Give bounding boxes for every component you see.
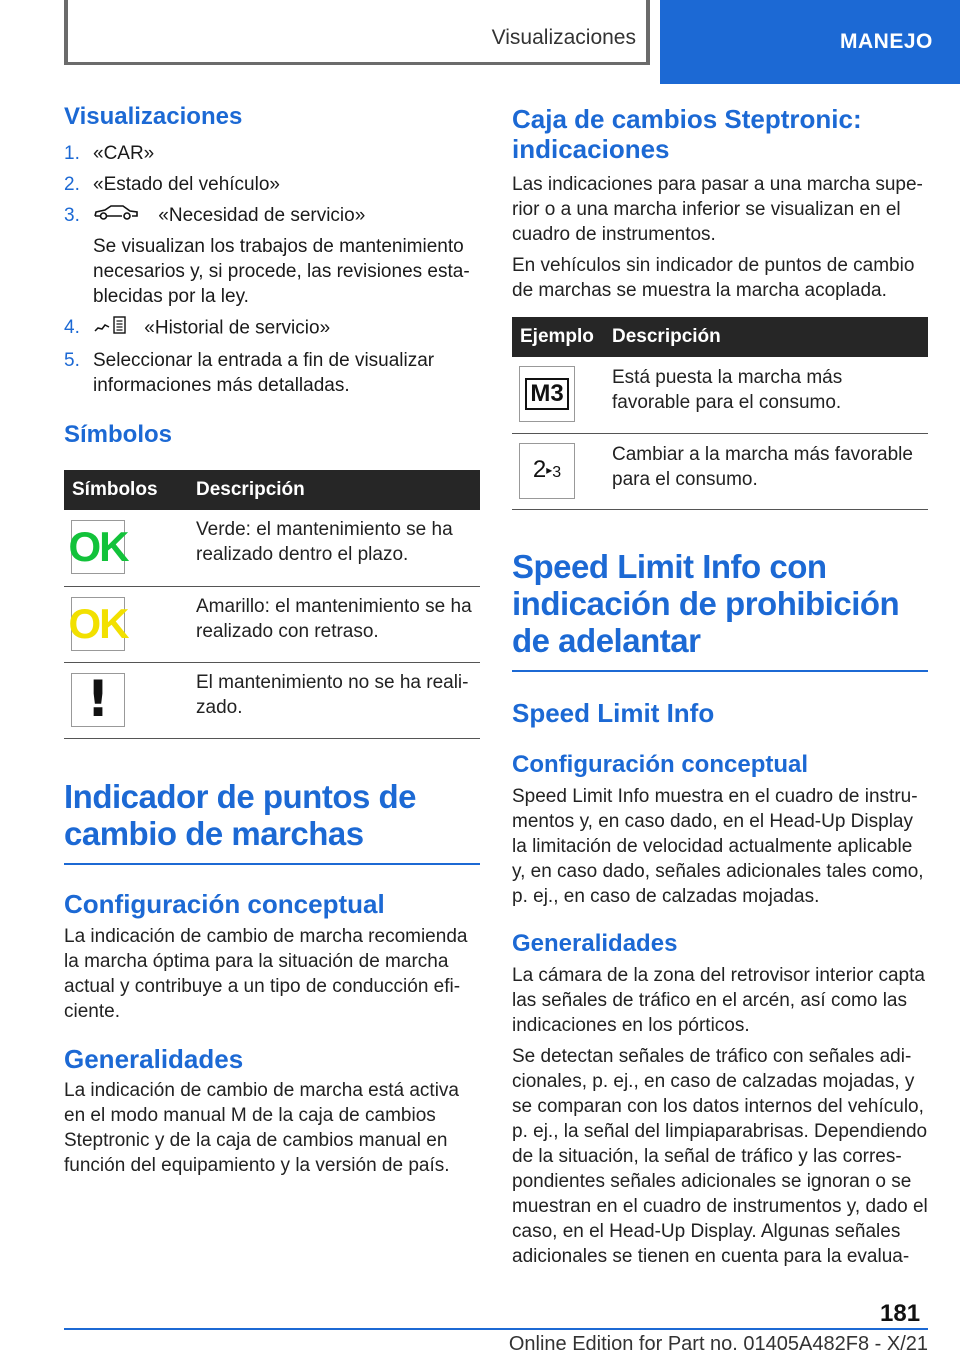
steptronic-paragraph: En vehículos sin indicador de puntos de cambio de marchas se muestra la marcha acoplada.: [512, 255, 915, 301]
header-section-title: Visualizaciones: [491, 26, 636, 49]
description-cell: Amarillo: el mantenimiento se ha realizado con retraso.: [188, 586, 480, 662]
sli-heading: Speed Limit Info: [512, 697, 715, 728]
concept-text: Speed Limit Info muestra en el cuadro de instrumentos y, en caso dado, en el Head-Up Display la limitación de velocidad actualmente aplicable y, en caso dado, señales adicionales tales como, p. ej., en caso de calzadas mojadas.: [512, 785, 924, 907]
example-cell: [512, 433, 604, 509]
general-text: La indicación de cambio de marcha está activa en el modo manual M de la caja de cambios Steptronic y de la caja de cambios manual en función del equipamiento y la versión de país.: [64, 1079, 460, 1176]
list-subtext: Se visualizan los trabajos de mantenimiento necesarios y, si procede, las revisiones establecidas por la ley.: [93, 236, 470, 308]
list-number: 1.: [64, 143, 80, 164]
list-item: [64, 141, 480, 166]
concept-heading: Configuración conceptual: [512, 750, 809, 778]
footer-edition: Online Edition for Part no. 01405A482F8 - X/21: [508, 1333, 928, 1355]
concept-text: La indicación de cambio de marcha recomienda la marcha óptima para la situación de marcha actual y contribuye a un tipo de conducción eficiente.: [64, 925, 468, 1022]
symbol-cell: [64, 510, 188, 586]
example-cell: [512, 357, 604, 433]
list-number: 4.: [64, 317, 80, 339]
gear-shift-display: 2▸3: [519, 443, 575, 499]
table-row: [64, 586, 480, 662]
list-item: [64, 172, 480, 197]
shift-arrow-icon: ▸: [546, 462, 553, 477]
example-table: [512, 317, 928, 510]
description-cell: Verde: el mantenimiento se ha realizado dentro el plazo.: [188, 510, 480, 586]
table-row: [64, 510, 480, 586]
header-bottom-rule: [64, 62, 650, 65]
left-column: [64, 100, 480, 1178]
right-column: [512, 100, 928, 1269]
list-text: «CAR»: [93, 143, 155, 164]
header-right-rule: [646, 0, 650, 65]
header-chapter-tab: MANEJO: [660, 0, 960, 84]
service-history-icon: [93, 315, 127, 342]
general-heading: Generalidades: [512, 929, 678, 957]
speed-limit-heading: Speed Limit Info con indicación de prohibición de adelantar: [512, 547, 900, 659]
symbol-cell: [64, 586, 188, 662]
list-text: «Necesidad de servicio»: [158, 205, 366, 226]
steptronic-heading: Caja de cambios Steptronic: indicaciones: [512, 104, 862, 164]
ok-green-symbol: OK: [71, 520, 125, 574]
table-header-cell: Ejemplo: [512, 317, 604, 357]
list-number: 5.: [64, 350, 80, 372]
table-header-row: [512, 317, 928, 357]
table-row: [64, 662, 480, 738]
general-paragraph: La cámara de la zona del retrovisor interior capta las señales de tráfico en el arcén, así como las indicaciones en los pórticos.: [512, 964, 925, 1036]
general-paragraph: Se detectan señales de tráfico con señales adicionales, p. ej., en caso de calzadas mojadas, y se comparan con los datos internos del vehículo, p. ej., la señal del limpiaparabrisas. Dependiendo de la situación, la señal de tráfico y las correspondientes señales adicionales se ignoran o se muestran en el cuadro de instrumentos y, dado el caso, en el Head-Up Display. Algunas señales adicionales se tienen en cuenta para la evalua-: [512, 1045, 928, 1267]
table-header-cell: Descripción: [604, 317, 928, 357]
list-text: «Estado del vehículo»: [93, 174, 280, 195]
heading-rule: [512, 670, 928, 672]
visualizaciones-heading: Visualizaciones: [64, 103, 243, 130]
simbolos-heading: Símbolos: [64, 421, 173, 449]
table-header-row: [64, 470, 480, 510]
heading-rule: [64, 863, 480, 865]
car-service-icon: [93, 203, 139, 228]
list-number: 3.: [64, 205, 80, 226]
list-number: 2.: [64, 174, 80, 195]
symbols-table: [64, 470, 480, 739]
list-text: Seleccionar la entrada a fin de visualizar informaciones más detalladas.: [93, 350, 435, 397]
list-item: [64, 315, 480, 342]
description-cell: Cambiar a la marcha más favorable para el consumo.: [604, 433, 928, 509]
list-item: [64, 203, 480, 309]
ok-yellow-symbol: OK: [71, 597, 125, 651]
table-header-cell: Descripción: [188, 470, 480, 510]
footer-rule: [64, 1328, 928, 1330]
description-cell: El mantenimiento no se ha realizado.: [188, 662, 480, 738]
concept-heading: Configuración conceptual: [64, 888, 385, 919]
steptronic-paragraph: Las indicaciones para pasar a una marcha superior o a una marcha inferior se visualizan en el cuadro de instrumentos.: [512, 174, 923, 245]
table-row: [512, 433, 928, 509]
list-item: [64, 348, 480, 398]
description-cell: Está puesta la marcha más favorable para el consumo.: [604, 357, 928, 433]
shift-indicator-heading: Indicador de puntos de cambio de marchas: [64, 777, 417, 852]
page-number: 181: [880, 1300, 921, 1327]
table-header-cell: Símbolos: [64, 470, 188, 510]
general-heading: Generalidades: [64, 1043, 244, 1074]
table-row: [512, 357, 928, 433]
header-left-rule: [64, 0, 68, 65]
gear-m3-display: M3: [519, 366, 575, 422]
list-text: «Historial de servicio»: [144, 318, 331, 339]
symbol-cell: [64, 662, 188, 738]
menu-list: [64, 141, 480, 398]
warning-exclamation-symbol: !: [71, 673, 125, 727]
